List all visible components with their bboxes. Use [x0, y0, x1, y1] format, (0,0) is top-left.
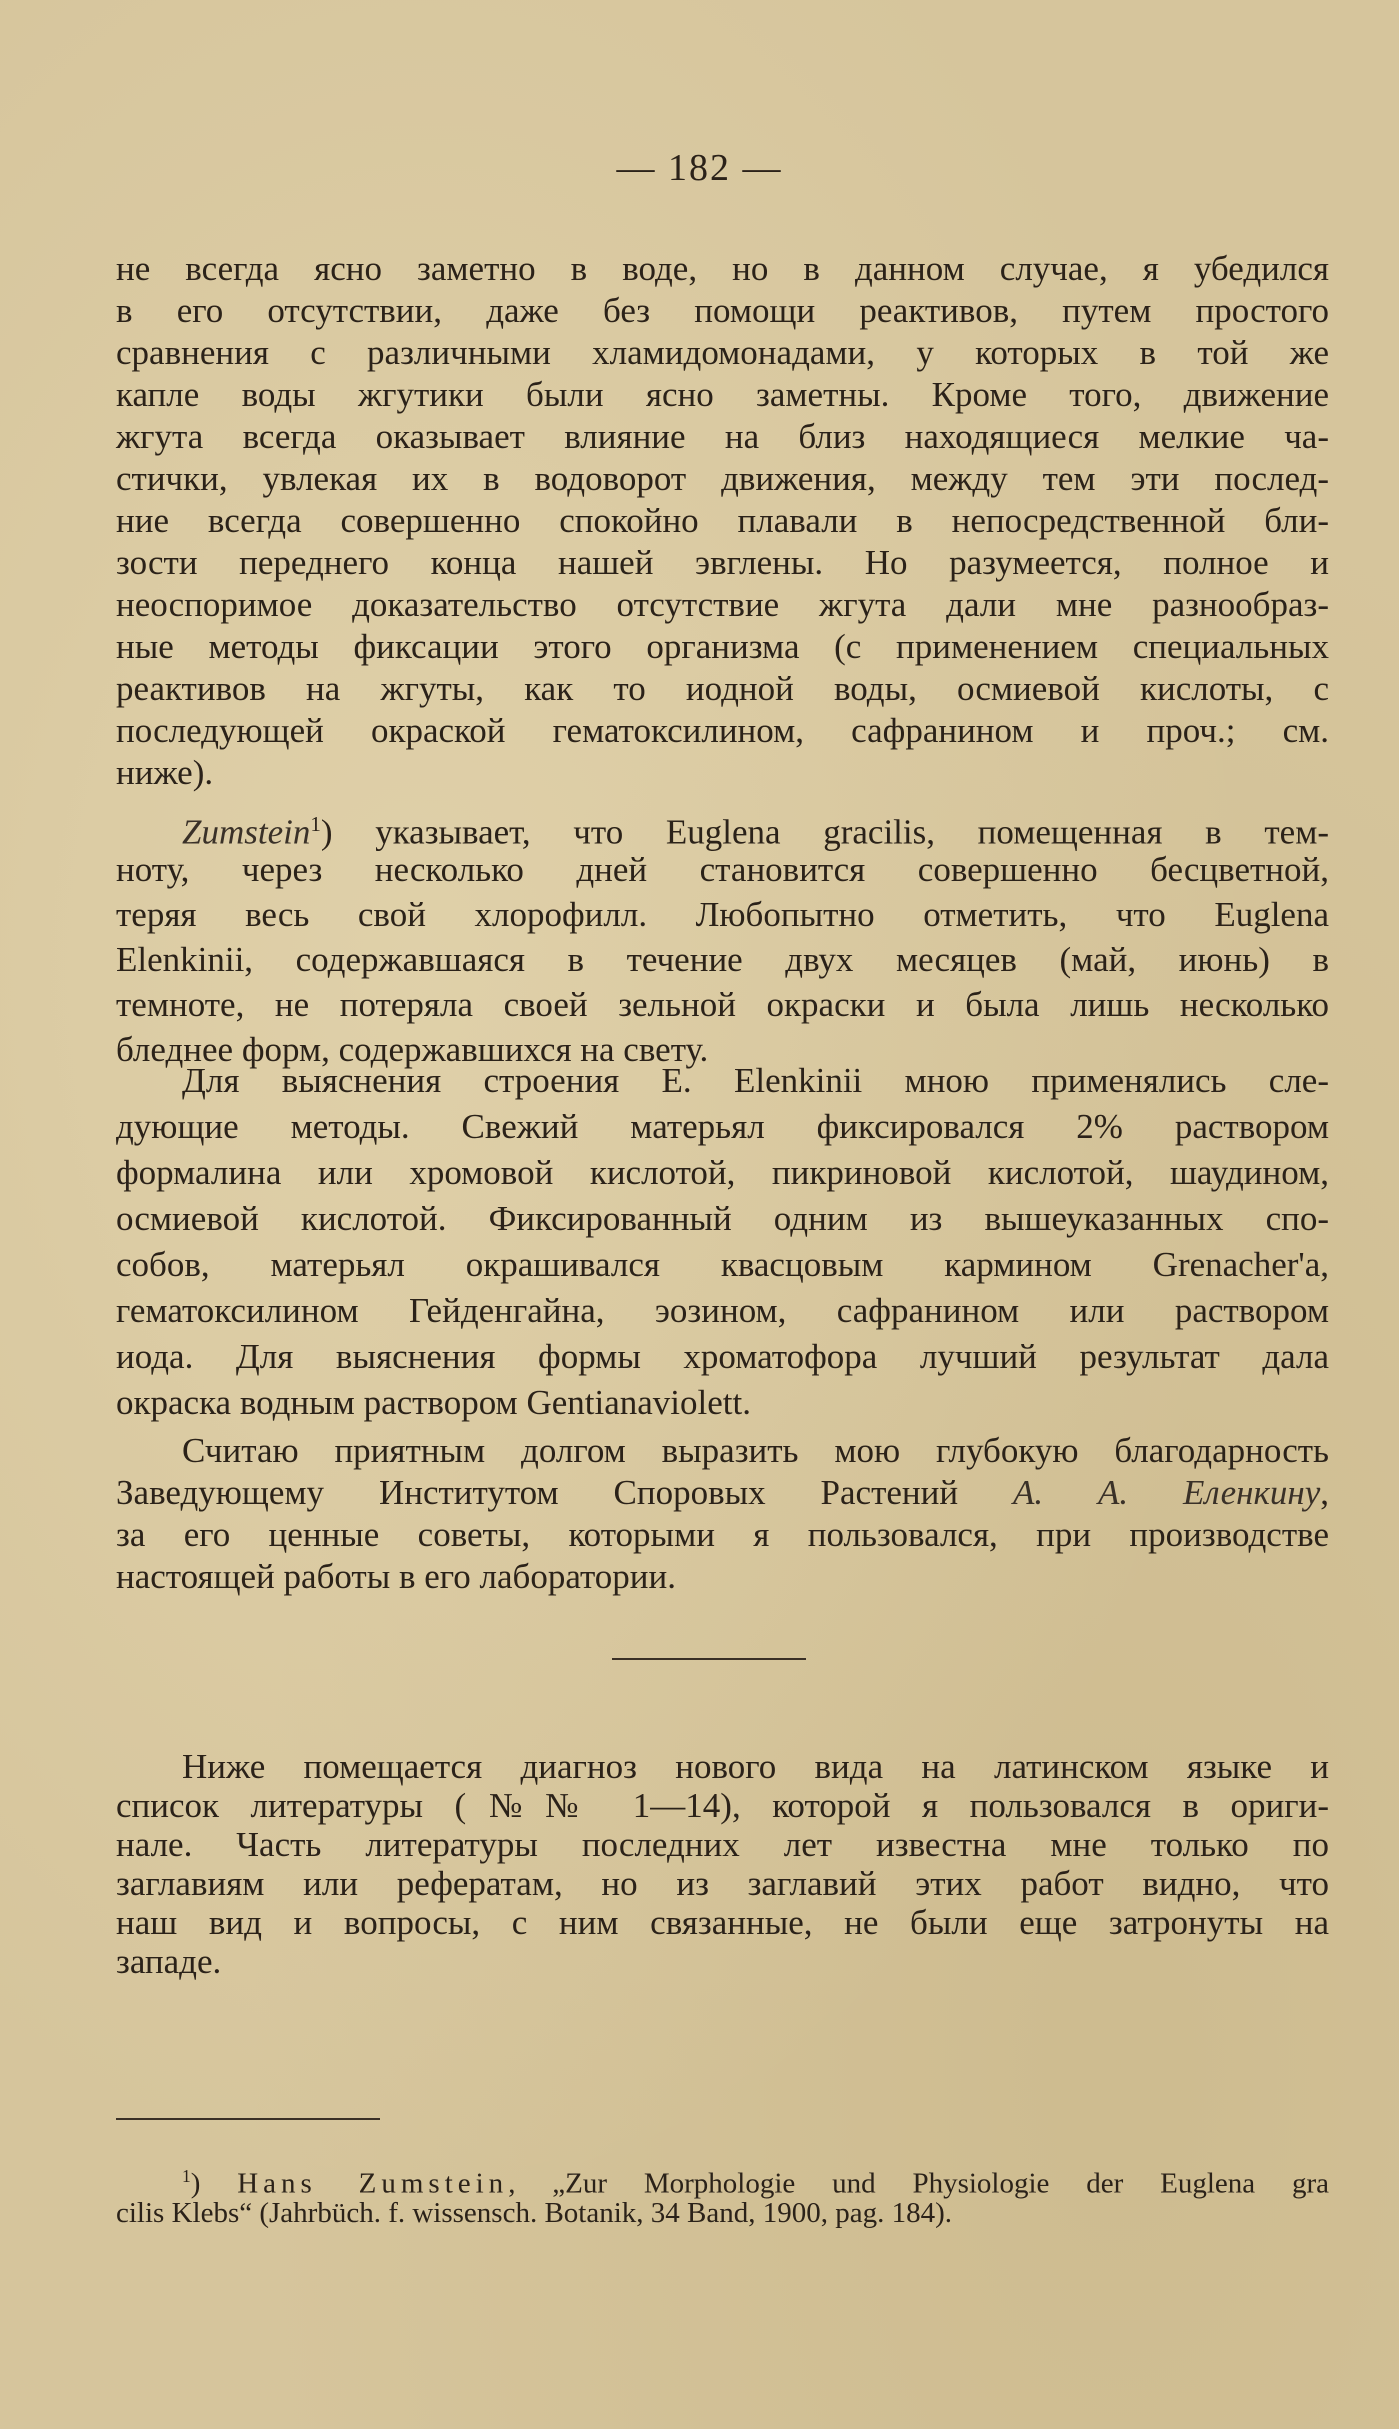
italic-name: А. А. Еленкину [1013, 1473, 1321, 1512]
text-line: теряя весь свой хлорофилл. Любопытно отметить, что Euglena [116, 895, 1329, 934]
text-line: стички, увлекая их в водоворот движения, между тем эти послед- [116, 459, 1329, 498]
text-line [116, 1472, 1329, 1514]
paragraph [116, 1430, 1329, 1598]
text-line: западе. [116, 1942, 222, 1981]
text-line [116, 2158, 1329, 2200]
paragraph [116, 248, 1329, 794]
text-line [116, 802, 1329, 852]
text-line: бледнее форм, содержавшихся на свету. [116, 1030, 709, 1069]
text-line: наш вид и вопросы, с ним связанные, не были еще затронуты на [116, 1903, 1329, 1942]
text-line: осмиевой кислотой. Фиксированный одним из вышеуказанных спо- [116, 1199, 1329, 1238]
footnote-marker: 1 [182, 2166, 191, 2186]
text-line: формалина или хромовой кислотой, пикриновой кислотой, шаудином, [116, 1153, 1329, 1192]
text-line: cilis Klebs“ (Jahrbüch. f. wissensch. Botanik, 34 Band, 1900, pag. 184). [116, 2197, 953, 2229]
text-line: зости переднего конца нашей эвглены. Но разумеется, полное и [116, 543, 1329, 582]
text-line: сравнения с различными хламидомонадами, у которых в той же [116, 333, 1329, 372]
text-line: ноту, через несколько дней становится совершенно бесцветной, [116, 850, 1329, 889]
text-line: Для выяснения строения E. Elenkinii мною применялись сле- [182, 1061, 1329, 1100]
page-number: — 182 — [616, 147, 783, 189]
text-segment: , [1320, 1473, 1329, 1512]
text-line: капле воды жгутики были ясно заметны. Кроме того, движение [116, 375, 1329, 414]
italic-name: Zumstein [182, 812, 311, 852]
text-line: Elenkinii, содержавшаяся в течение двух месяцев (май, июнь) в [116, 940, 1329, 979]
text-line: за его ценные советы, которыми я пользовался, при производстве [116, 1515, 1329, 1554]
footnote-rule [116, 2118, 380, 2120]
section-divider [612, 1658, 806, 1660]
text-line: нале. Часть литературы последних лет известна мне только по [116, 1825, 1329, 1864]
text-line: иода. Для выяснения формы хроматофора лучший результат дала [116, 1337, 1329, 1376]
text-line: ниже). [116, 753, 214, 792]
footnote [116, 2158, 1329, 2232]
text-line: реактивов на жгуты, как то иодной воды, осмиевой кислоты, с [116, 669, 1329, 708]
text-segment: ) указывает, что Euglena gracilis, помещенная в тем- [320, 812, 1329, 852]
text-segment: Hans Zumstein [237, 2167, 509, 2200]
text-line: дующие методы. Свежий матерьял фиксировался 2% раствором [116, 1107, 1329, 1146]
text-line: Считаю приятным долгом выразить мою глубокую благодарность [182, 1431, 1329, 1470]
text-segment: , „Zur Morphologie und Physiologie der Euglena gra [508, 2167, 1329, 2200]
text-line: ние всегда совершенно спокойно плавали в непосредственной бли- [116, 501, 1329, 540]
paragraph [116, 1747, 1329, 1981]
text-line: заглавиям или рефератам, но из заглавий этих работ видно, что [116, 1864, 1329, 1903]
text-line: список литературы (№№ 1—14), которой я пользовался в ориги- [116, 1786, 1329, 1825]
text-line: ные методы фиксации этого организма (с применением специальных [116, 627, 1329, 666]
text-line: темноте, не потеряла своей зельной окраски и была лишь несколько [116, 985, 1329, 1024]
text-line: Ниже помещается диагноз нового вида на латинском языке и [182, 1747, 1329, 1786]
paragraph [116, 1058, 1329, 1426]
footnote-marker: 1 [310, 812, 321, 836]
paragraph [116, 802, 1329, 1072]
text-line: собов, матерьял окрашивался квасцовым кармином Grenacher'a, [116, 1245, 1329, 1284]
text-line: в его отсутствии, даже без помощи реактивов, путем простого [116, 291, 1329, 330]
text-line: не всегда ясно заметно в воде, но в данном случае, я убедился [116, 249, 1329, 288]
text-line: неоспоримое доказательство отсутствие жгута дали мне разнообраз- [116, 585, 1329, 624]
text-segment: Заведующему Институтом Споровых Растений [116, 1473, 1014, 1512]
text-line: гематоксилином Гейденгайна, эозином, сафранином или раствором [116, 1291, 1329, 1330]
text-line: последующей окраской гематоксилином, сафранином и проч.; см. [116, 711, 1329, 750]
text-line: настоящей работы в его лаборатории. [116, 1557, 676, 1596]
text-line: окраска водным раствором Gentianaviolett. [116, 1383, 751, 1422]
text-segment: ) [190, 2167, 238, 2200]
text-line: жгута всегда оказывает влияние на близ находящиеся мелкие ча- [116, 417, 1329, 456]
